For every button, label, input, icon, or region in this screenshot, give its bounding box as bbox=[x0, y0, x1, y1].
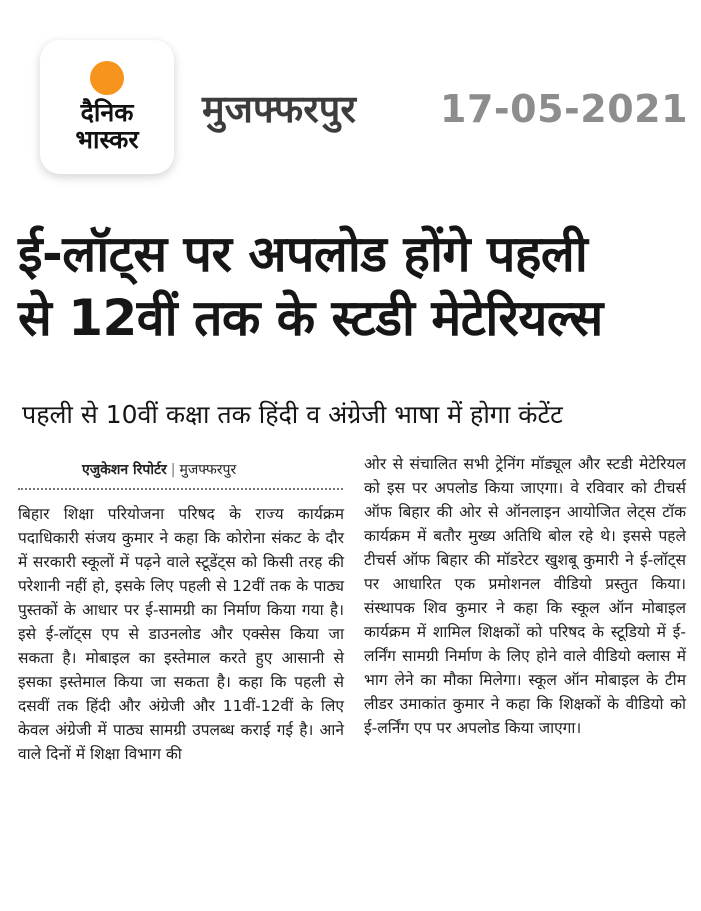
headline bbox=[18, 222, 688, 350]
logo-text-line1: दैनिक bbox=[80, 98, 134, 127]
byline-author: एजुकेशन रिपोर्टर bbox=[82, 462, 167, 478]
body-column-right bbox=[364, 452, 686, 740]
subheadline: पहली से 10वीं कक्षा तक हिंदी व अंग्रेजी भाषा में होगा कंटेंट bbox=[22, 400, 563, 429]
body-column-left bbox=[18, 502, 344, 766]
byline-place: मुजफ्फरपुर bbox=[179, 462, 237, 478]
byline-divider bbox=[18, 488, 343, 490]
logo-text-line2: भास्कर bbox=[75, 125, 139, 154]
sun-logo-icon bbox=[90, 61, 124, 95]
byline bbox=[82, 460, 236, 480]
edition-date: 17-05-2021 bbox=[440, 87, 689, 131]
body-text-right: ओर से संचालित सभी ट्रेनिंग मॉड्यूल और स्टडी मेटेरियल को इस पर अपलोड किया जाएगा। वे रविवार को टीचर्स ऑफ बिहार की ओर से ऑनलाइन आयोजित लेट्स टॉक कार्यक्रम में बतौर मुख्य अतिथि बोल रहे थे। इससे पहले टीचर्स ऑफ बिहार की मॉडरेटर खुशबू कुमारी ने ई-लॉट्स पर आधारित एक प्रमोशनल वीडियो प्रस्तुत किया। संस्थापक शिव कुमार ने कहा कि स्कूल ऑन मोबाइल कार्यक्रम में शामिल शिक्षकों को परिषद के स्टूडियो में ई-लर्निंग सामग्री निर्माण के लिए होने वाले वीडियो क्लास में भाग लेने का मौका मिलेगा। स्कूल ऑन मोबाइल के टीम लीडर उमाकांत कुमार ने कहा कि शिक्षकों के वीडियो को ई-लर्निंग एप पर अपलोड किया जाएगा। bbox=[364, 455, 686, 737]
dainik-bhaskar-logo bbox=[40, 40, 174, 174]
edition-city: मुजफ्फरपुर bbox=[202, 87, 356, 131]
byline-separator: | bbox=[170, 462, 176, 478]
news-clipping bbox=[0, 190, 701, 911]
headline-line-2: से 12वीं तक के स्टडी मेटेरियल्स bbox=[18, 289, 603, 347]
body-text-left: बिहार शिक्षा परियोजना परिषद के राज्य कार्यक्रम पदाधिकारी संजय कुमार ने कहा कि कोरोना संकट के दौर में सरकारी स्कूलों में पढ़ने वाले स्टूडेंट्स को किसी तरह की परेशानी नहीं हो, इसके लिए पहली से 12वीं तक के पाठ्य पुस्तकों के आधार पर ई-सामग्री का निर्माण किया गया है। इसे ई-लॉट्स एप से डाउनलोड और एक्सेस किया जा सकता है। मोबाइल का इस्तेमाल करते हुए आसानी से इसका इस्तेमाल किया जा सकता है। कहा कि पहली से दसवीं तक हिंदी और अंग्रेजी और 11वीं-12वीं के लिए केवल अंग्रेजी में पाठ्य सामग्री उपलब्ध कराई गई है। आने वाले दिनों में शिक्षा विभाग की bbox=[18, 505, 344, 763]
page-header bbox=[0, 0, 701, 190]
headline-line-1: ई-लॉट्स पर अपलोड होंगे पहली bbox=[18, 225, 588, 283]
